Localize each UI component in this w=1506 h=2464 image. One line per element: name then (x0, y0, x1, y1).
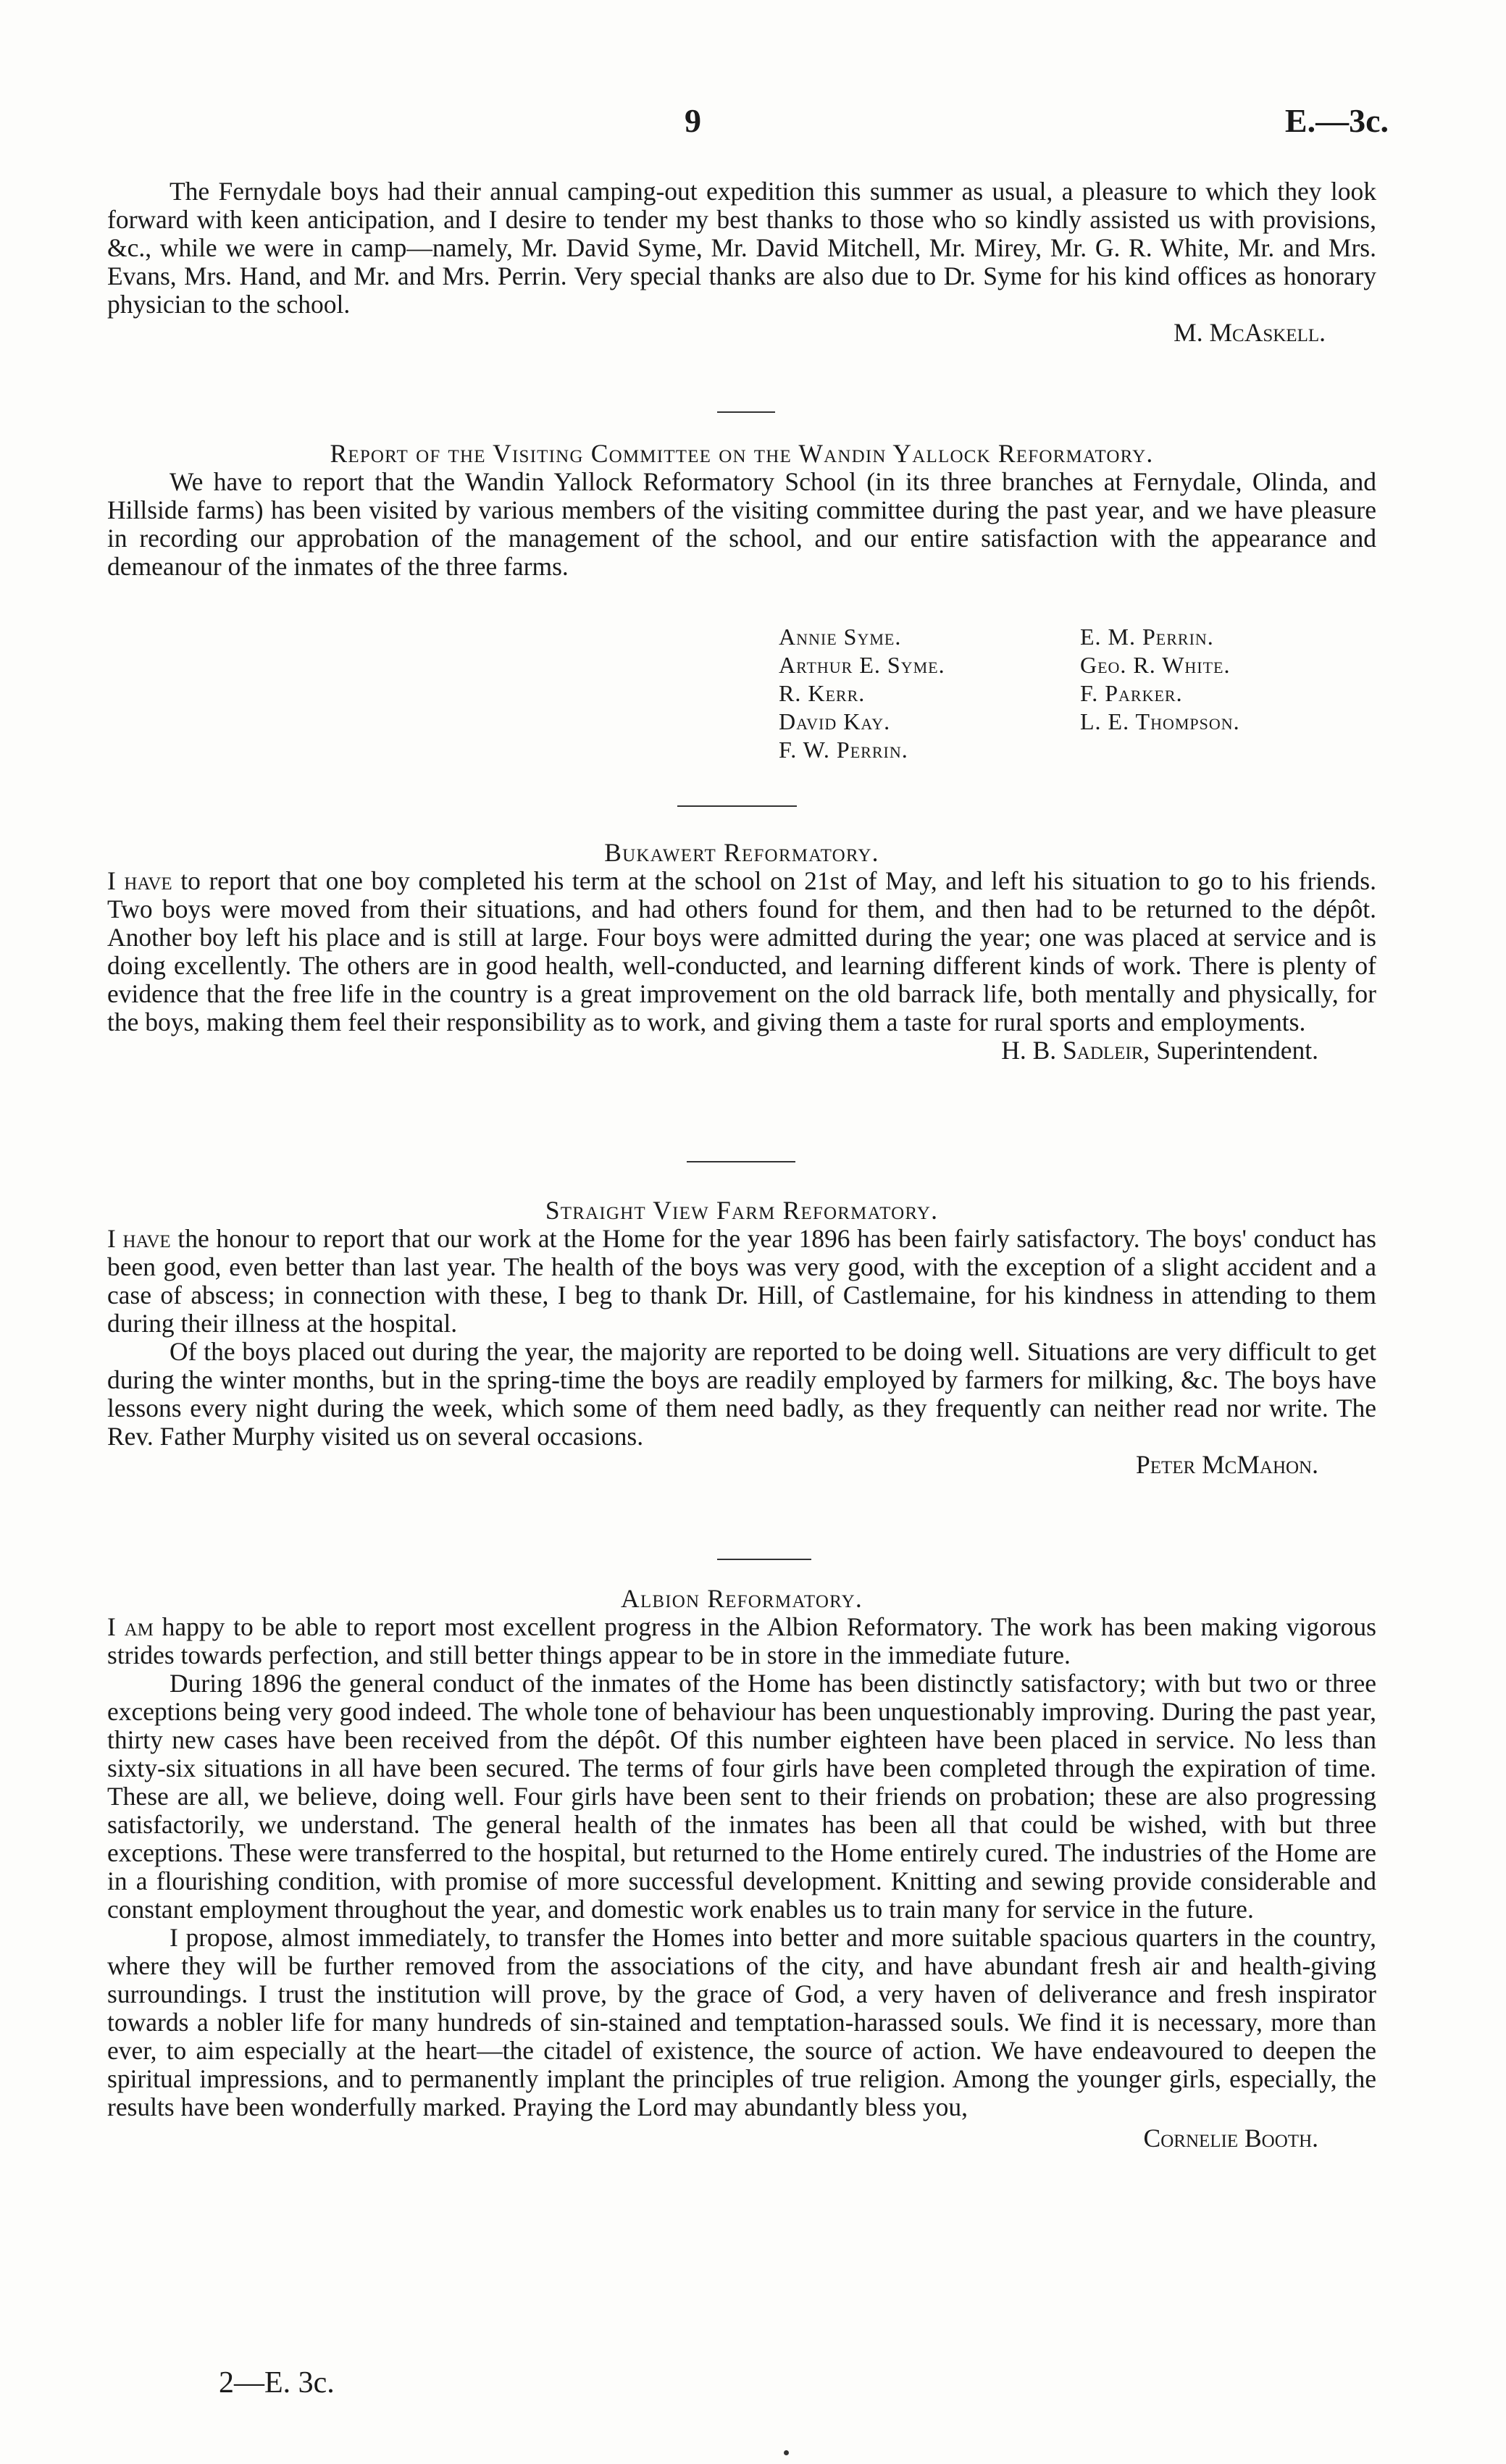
signatory-name: Arthur E. Syme. (779, 652, 945, 678)
signatory-name: F. Parker. (1080, 680, 1183, 706)
albion-paragraph: I am happy to be able to report most excellent progress in the Albion Reformatory. The work has been making vigorous strides towards perfection, and still better things appear to be in store in the immediate future. (107, 1612, 1377, 1669)
bukawert-section (107, 839, 1376, 1065)
albion-signature: Cornelie Booth. (1143, 2124, 1318, 2153)
page-number: 9 (685, 102, 701, 139)
wandin-section (107, 440, 1376, 581)
section-divider (717, 1559, 811, 1560)
signatory-name: F. W. Perrin. (779, 737, 908, 763)
bukawert-paragraph: I have to report that one boy completed his term at the school on 21st of May, and left his situation to go to his friends. Two boys were moved from their situations, and had others found for them, and then had to be returned to the dépôt. Another boy left his place and is still at large. Four boys were admitted during the year; one was placed at service and is doing excellently. The others are in good health, well-conducted, and learning different kinds of work. There is plenty of evidence that the free life in the country is a great improvement on the old barrack life, both mentally and physically, for the boys, making them feel their responsibility as to work, and giving them a taste for rural sports and employments. (107, 866, 1376, 1036)
signatory-name: L. E. Thompson. (1080, 708, 1240, 734)
albion-heading: Albion Reformatory. (621, 1584, 863, 1613)
signatory-name: R. Kerr. (779, 680, 866, 706)
section-divider (687, 1161, 795, 1162)
straight-view-signature: Peter McMahon. (1135, 1450, 1318, 1479)
section-divider (717, 411, 775, 413)
wandin-paragraph: We have to report that the Wandin Yallock Reformatory School (in its three branches at Fernydale, Olinda, and Hillside farms) has been visited by various members of the visiting committee during the past year, and we have pleasure in recording our approbation of the management of the school, and our entire satisfaction with the appearance and demeanour of the inmates of the three farms. (107, 467, 1376, 581)
albion-paragraph: I propose, almost immediately, to transfer the Homes into better and more suitable spacious quarters in the country, where they will be further removed from the associations of the city, and have abundant fresh air and health-giving surroundings. I trust the institution will prove, by the grace of God, a very haven of deliverance and fresh inspirator towards a nobler life for many hundreds of sin-stained and temptation-harassed souls. We find it is necessary, more than ever, to aim especially at the heart—the citadel of existence, the source of action. We have endeavoured to deepen the spiritual impressions, and to permanently implant the principles of true religion. Among the younger girls, especially, the results have been wonderfully marked. Praying the Lord may abundantly bless you, (107, 1923, 1376, 2121)
straight-view-heading: Straight View Farm Reformatory. (545, 1196, 939, 1225)
straight-view-paragraph: I have the honour to report that our work at the Home for the year 1896 has been fairly satisfactory. The boys' conduct has been good, even better than last year. The health of the boys was very good, with the exception of a slight accident and a case of abscess; in connection with these, I beg to thank Dr. Hill, of Castlemaine, for his kindness in attending to them during their illness at the hospital. (107, 1224, 1376, 1338)
signatories-left-column (779, 623, 945, 764)
straight-view-section (107, 1197, 1376, 1479)
albion-paragraph: During 1896 the general conduct of the inmates of the Home has been distinctly satisfactory; with but two or three exceptions being very good indeed. The whole tone of behaviour has been unquestionably improving. During the past year, thirty new cases have been received from the dépôt. Of this number eighteen have been placed in service. No less than sixty-six situations in all have been secured. The terms of four girls have been completed through the expiration of time. These are all, we believe, doing well. Four girls have been sent to their friends on probation; these are also progressing satisfactorily, we understand. The general health of the inmates has been all that could be wished, with but three exceptions. These were transferred to the hospital, but returned to the Home entirely cured. The industries of the Home are in a flourishing condition, with promise of more successful development. Knitting and sewing provide considerable and constant employment throughout the year, and domestic work enables us to train many for service in the future. (107, 1669, 1376, 1924)
ink-mark (784, 2450, 789, 2455)
fernydale-signature: M. McAskell. (1174, 318, 1326, 347)
signatory-name: David Kay. (779, 708, 891, 734)
bukawert-signature: H. B. Sadleir, Superintendent. (1001, 1036, 1318, 1065)
wandin-heading: Report of the Visiting Committee on the Wandin Yallock Reformatory. (330, 439, 1154, 468)
straight-view-paragraph: Of the boys placed out during the year, the majority are reported to be doing well. Situations are very difficult to get during the winter months, but in the spring-time the boys are readily employed by farmers for milking, &c. The boys have lessons every night during the week, which some of them need badly, as they frequently can neither read nor write. The Rev. Father Murphy visited us on several occasions. (107, 1337, 1376, 1451)
signatories-right-column (1080, 623, 1240, 736)
fernydale-section (107, 177, 1376, 347)
section-divider (677, 805, 797, 807)
bukawert-lead: I have (107, 866, 172, 895)
fernydale-paragraph: The Fernydale boys had their annual camping-out expedition this summer as usual, a pleasure to which they look forward with keen anticipation, and I desire to tender my best thanks to those who so kindly assisted us with provisions, &c., while we were in camp—namely, Mr. David Syme, Mr. David Mitchell, Mr. Mirey, Mr. G. R. White, Mr. and Mrs. Evans, Mrs. Hand, and Mr. and Mrs. Perrin. Very special thanks are also due to Dr. Syme for his kind offices as honorary physician to the school. (107, 177, 1376, 319)
albion-section (107, 1585, 1376, 2153)
signature-mark: 2—E. 3c. (219, 2366, 335, 2400)
signatory-name: Geo. R. White. (1080, 652, 1231, 678)
signatory-name: E. M. Perrin. (1080, 624, 1214, 650)
document-reference: E.—3c. (1284, 102, 1389, 139)
bukawert-heading: Bukawert Reformatory. (604, 838, 879, 867)
signatory-name: Annie Syme. (779, 624, 902, 650)
